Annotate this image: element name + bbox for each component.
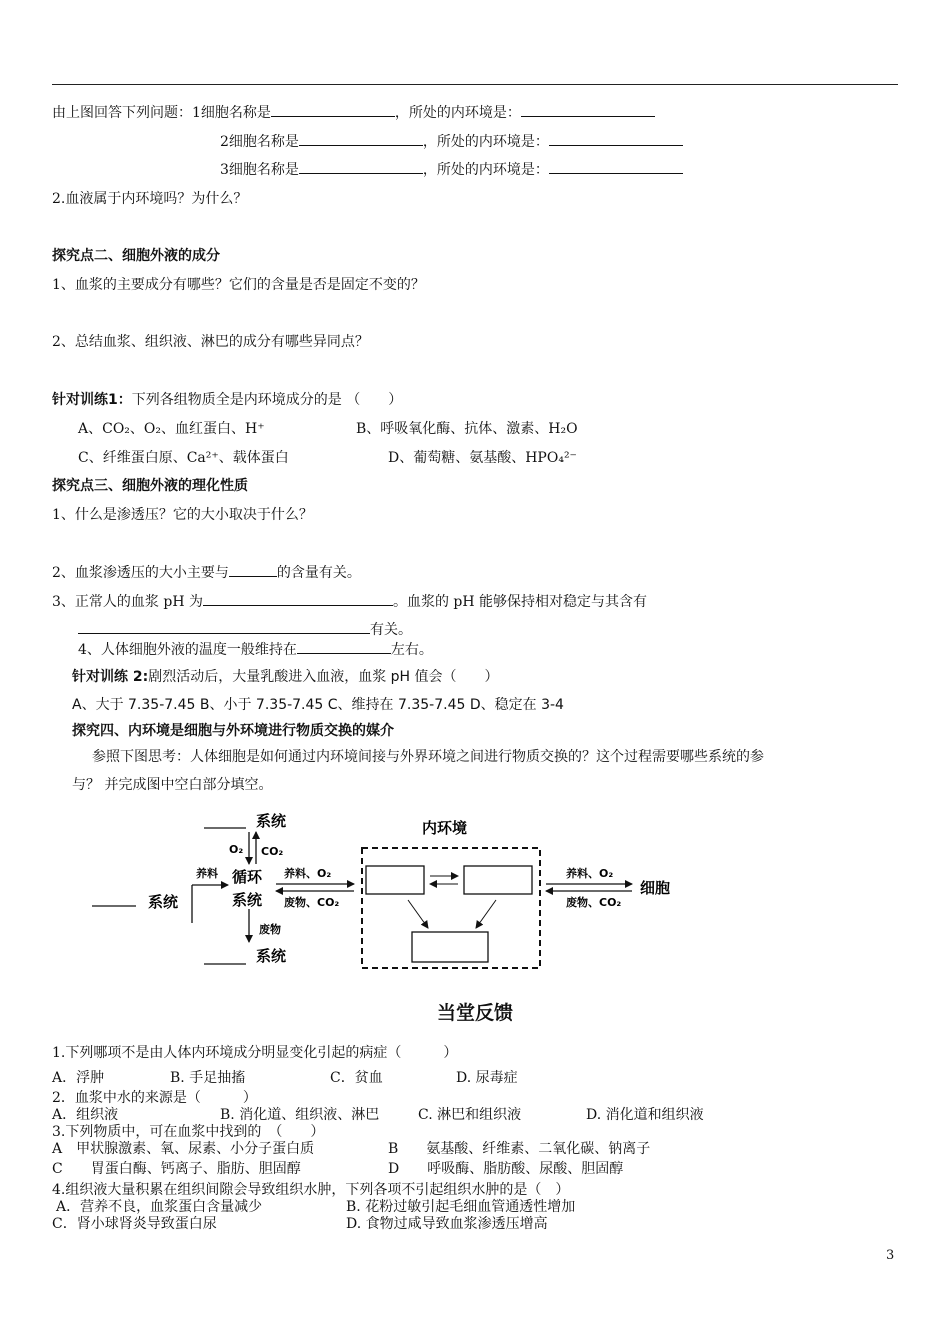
section3-q2-pre: 2、血浆渗透压的大小主要与 <box>52 565 229 581</box>
feedback-q3-option-a: A 甲状腺激素、氧、尿素、小分子蛋白质 <box>52 1141 315 1157</box>
section3-title: 探究点三、细胞外液的理化性质 <box>52 478 248 494</box>
page-number: 3 <box>886 1248 895 1263</box>
training1-text: 下列各组物质全是内环境成分的是 （ ） <box>131 392 403 408</box>
training1-label: 针对训练1： <box>52 392 132 408</box>
training1-option-d: D、葡萄糖、氨基酸、HPO₄²⁻ <box>388 450 577 466</box>
section2-title: 探究点二、细胞外液的成分 <box>52 248 220 264</box>
label-waste-co2-left: 废物、CO₂ <box>284 896 340 909</box>
feedback-q3-option-b: B 氨基酸、纤维素、二氧化碳、钠离子 <box>388 1141 651 1157</box>
training2-text: 剧烈活动后，大量乳酸进入血液，血浆 pH 值会（ ） <box>148 669 499 685</box>
feedback-title: 当堂反馈 <box>436 1002 513 1024</box>
training2-options: A、大于 7.35-7.45 B、小于 7.35-7.45 C、维持在 7.35-7.45 D、稳定在 3-4 <box>72 697 564 713</box>
feedback-q1-options <box>52 1069 518 1087</box>
blank-box-right[interactable] <box>464 866 532 894</box>
q1-cell-label-1: 1细胞名称是 <box>192 105 271 121</box>
feedback-q4-option-a: A．营养不良，血浆蛋白含量减少 <box>56 1199 263 1215</box>
feedback-q1-option-c: C．贫血 <box>330 1070 383 1086</box>
label-waste: 废物 <box>259 923 281 936</box>
feedback-q3-option-c: C 胃蛋白酶、钙离子、脂肪、胆固醇 <box>52 1161 301 1177</box>
label-circulation-1: 循环 <box>232 868 263 886</box>
label-nutrients-o2-right: 养料、O₂ <box>566 867 614 880</box>
label-o2: O₂ <box>229 843 244 856</box>
section3-q3-post: 。血浆的 pH 能够保持相对稳定与其含有 <box>392 594 648 610</box>
label-bottom-system: 系统 <box>256 947 287 965</box>
label-internal-env: 内环境 <box>422 819 468 837</box>
q1-cell-label-2: 2细胞名称是 <box>220 134 299 150</box>
training2-label: 针对训练 2: <box>72 669 149 685</box>
section3-q4-pre: 4、人体细胞外液的温度一般维持在 <box>78 642 297 658</box>
feedback-q2-option-d: D. 消化道和组织液 <box>586 1107 704 1123</box>
feedback-q3-option-d: D 呼吸酶、脂肪酸、尿酸、胆固醇 <box>388 1161 624 1177</box>
feedback-q1-option-b: B. 手足抽搐 <box>170 1070 246 1086</box>
label-co2: CO₂ <box>261 845 284 858</box>
section3-q3-pre: 3、正常人的血浆 pH 为 <box>52 594 203 610</box>
training1-option-b: B、呼吸氧化酶、抗体、激素、H₂O <box>356 421 578 437</box>
feedback-q4-option-b: B. 花粉过敏引起毛细血管通透性增加 <box>346 1199 576 1215</box>
feedback-q1-option-a: A．浮肿 <box>52 1070 105 1086</box>
feedback-q2: 2．血浆中水的来源是（ ） <box>52 1090 257 1106</box>
feedback-q1-option-d: D. 尿毒症 <box>456 1070 518 1086</box>
section3-q2-post: 的含量有关。 <box>276 565 361 581</box>
label-left-system: 系统 <box>148 893 179 911</box>
feedback-q4-option-c: C．肾小球肾炎导致蛋白尿 <box>52 1216 217 1232</box>
label-circulation-2: 系统 <box>232 891 263 909</box>
feedback-q2-option-c: C. 淋巴和组织液 <box>418 1107 522 1123</box>
arrow-right-to-bottom-box <box>476 900 496 928</box>
blank-box-bottom[interactable] <box>412 932 488 962</box>
blank-box-left[interactable] <box>366 866 424 894</box>
feedback-q1: 1.下列哪项不是由人体内环境成分明显变化引起的病症（ ） <box>52 1045 458 1061</box>
section4-desc-line1: 参照下图思考：人体细胞是如何通过内环境间接与外界环境之间进行物质交换的？这个过程需要哪些系统的参 <box>92 749 764 765</box>
label-top-system: 系统 <box>256 812 287 830</box>
feedback-q2-options <box>52 1106 704 1124</box>
training1-option-a: A、CO₂、O₂、血红蛋白、H⁺ <box>78 421 265 437</box>
q1-env-label-2: ，所处的内环境是： <box>422 134 549 150</box>
section2-q2: 2、总结血浆、组织液、淋巴的成分有哪些异同点？ <box>52 334 369 350</box>
q1-env-label-1: ，所处的内环境是： <box>394 105 521 121</box>
section3-q1: 1、什么是渗透压？它的大小取决于什么？ <box>52 507 313 523</box>
label-cell: 细胞 <box>640 879 671 897</box>
section3-q4-post: 左右。 <box>390 642 433 658</box>
label-nutrients: 养料 <box>196 867 218 880</box>
section2-q1: 1、血浆的主要成分有哪些？它们的含量是否是固定不变的？ <box>52 277 425 293</box>
feedback-q2-option-b: B. 消化道、组织液、淋巴 <box>220 1107 380 1123</box>
label-nutrients-o2-left: 养料、O₂ <box>284 867 332 880</box>
section3-q3-end: 有关。 <box>370 622 412 638</box>
q2-text: 2.血液属于内环境吗？为什么？ <box>52 191 248 207</box>
training1-option-c: C、纤维蛋白原、Ca²⁺、载体蛋白 <box>78 450 289 466</box>
q1-prompt: 由上图回答下列问题： <box>52 105 192 121</box>
arrow-left-to-bottom-box <box>408 900 428 928</box>
section4-title: 探究四、内环境是细胞与外环境进行物质交换的媒介 <box>72 723 394 739</box>
feedback-q4: 4.组织液大量积累在组织间隙会导致组织水肿，下列各项不引起组织水肿的是（ ） <box>52 1182 570 1198</box>
section4-desc-line2: 与？ 并完成图中空白部分填空。 <box>72 777 273 793</box>
label-waste-co2-right: 废物、CO₂ <box>566 896 622 909</box>
q1-cell-label-3: 3细胞名称是 <box>220 162 299 178</box>
feedback-q3: 3.下列物质中，可在血浆中找到的 （ ） <box>52 1124 325 1140</box>
feedback-q2-option-a: A．组织液 <box>52 1107 119 1123</box>
q1-env-label-3: ，所处的内环境是： <box>422 162 549 178</box>
feedback-q4-option-d: D. 食物过咸导致血浆渗透压增高 <box>346 1216 548 1232</box>
